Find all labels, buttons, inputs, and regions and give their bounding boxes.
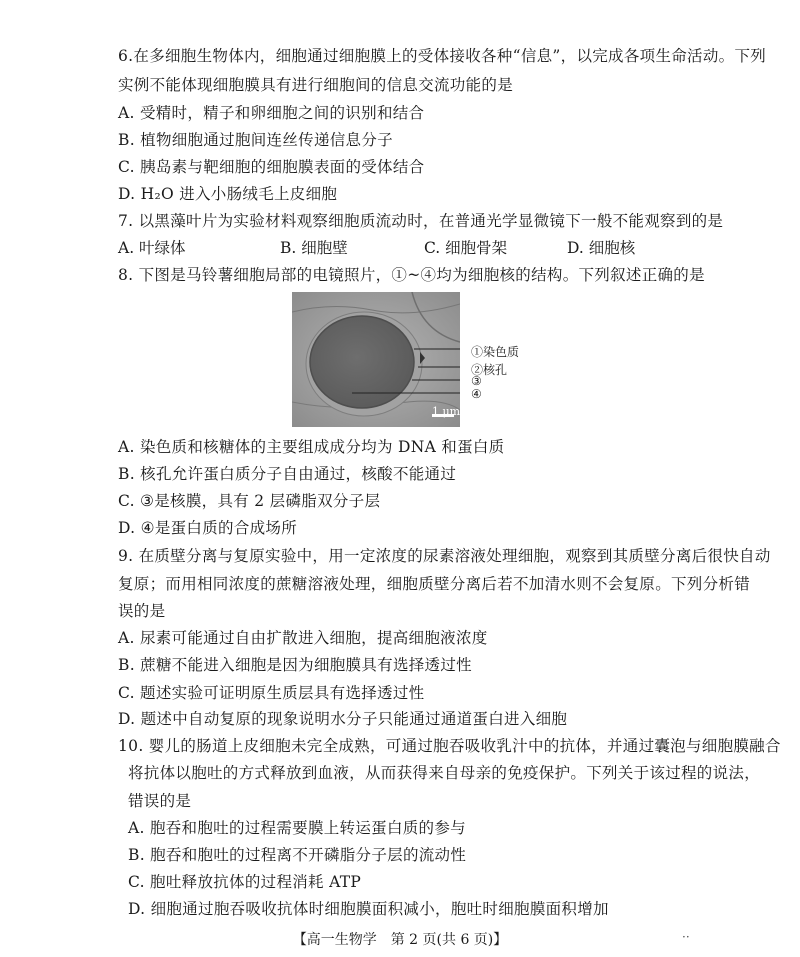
q9-stem-line1: 9. 在质壁分离与复原实验中，用一定浓度的尿素溶液处理细胞，观察到其质壁分离后很快自动 <box>118 547 771 565</box>
q10-option-b: B. 胞吞和胞吐的过程离不开磷脂分子层的流动性 <box>128 846 467 864</box>
q10-stem-line2: 将抗体以胞吐的方式释放到血液，从而获得来自母亲的免疫保护。下列关于该过程的说法， <box>128 764 761 782</box>
q9-stem-line2: 复原；而用相同浓度的蔗糖溶液处理，细胞质壁分离后若不加清水则不会复原。下列分析错 <box>118 575 751 593</box>
label-nuclear-pore: ②核孔 <box>471 363 508 377</box>
q10-stem-line3: 错误的是 <box>128 792 192 810</box>
q8-option-c: C. ③是核膜，具有 2 层磷脂双分子层 <box>118 492 381 510</box>
q7-option-c: C. 细胞骨架 <box>424 239 508 257</box>
page-footer: 【高一生物学 第 2 页(共 6 页)】 <box>292 932 508 948</box>
scale-bar-label: 1 μm <box>432 405 461 418</box>
q9-option-d: D. 题述中自动复原的现象说明水分子只能通过通道蛋白进入细胞 <box>118 710 568 728</box>
q9-option-a: A. 尿素可能通过自由扩散进入细胞，提高细胞液浓度 <box>118 629 488 647</box>
label-4: ④ <box>471 387 482 401</box>
q9-option-b: B. 蔗糖不能进入细胞是因为细胞膜具有选择透过性 <box>118 656 472 674</box>
q10-option-a: A. 胞吞和胞吐的过程需要膜上转运蛋白质的参与 <box>128 819 466 837</box>
label-3: ③ <box>471 374 482 388</box>
q6-stem-line1: 6.在多细胞生物体内，细胞通过细胞膜上的受体接收各种“信息”，以完成各项生命活动。下列 <box>118 47 767 65</box>
q6-option-d: D. H₂O 进入小肠绒毛上皮细胞 <box>118 185 338 203</box>
q6-option-a: A. 受精时，精子和卵细胞之间的识别和结合 <box>118 104 425 122</box>
q7-stem: 7. 以黑藻叶片为实验材料观察细胞质流动时，在普通光学显微镜下一般不能观察到的是 <box>118 212 724 230</box>
corner-mark: ·· <box>682 930 690 944</box>
q7-option-a: A. 叶绿体 <box>118 239 186 257</box>
q8-option-b: B. 核孔允许蛋白质分子自由通过，核酸不能通过 <box>118 465 457 483</box>
q7-option-d: D. 细胞核 <box>567 239 636 257</box>
q10-stem-line1: 10. 婴儿的肠道上皮细胞未完全成熟，可通过胞吞吸收乳汁中的抗体，并通过囊泡与细胞膜融合 <box>118 737 781 755</box>
q9-option-c: C. 题述实验可证明原生质层具有选择透过性 <box>118 684 425 702</box>
q7-option-b: B. 细胞壁 <box>280 239 348 257</box>
q6-option-b: B. 植物细胞通过胞间连丝传递信息分子 <box>118 131 393 149</box>
q10-option-c: C. 胞吐释放抗体的过程消耗 ATP <box>128 873 362 891</box>
q8-option-d: D. ④是蛋白质的合成场所 <box>118 519 298 537</box>
q6-option-c: C. 胰岛素与靶细胞的细胞膜表面的受体结合 <box>118 158 425 176</box>
q8-option-a: A. 染色质和核糖体的主要组成成分均为 DNA 和蛋白质 <box>118 438 505 456</box>
q9-stem-line3: 误的是 <box>118 602 166 620</box>
label-chromatin: ①染色质 <box>471 345 520 359</box>
q6-stem-line2: 实例不能体现细胞膜具有进行细胞间的信息交流功能的是 <box>118 76 514 94</box>
q10-option-d: D. 细胞通过胞吞吸收抗体时细胞膜面积减小，胞吐时细胞膜面积增加 <box>128 900 609 918</box>
q8-stem: 8. 下图是马铃薯细胞局部的电镜照片，①~④均为细胞核的结构。下列叙述正确的是 <box>118 266 705 284</box>
